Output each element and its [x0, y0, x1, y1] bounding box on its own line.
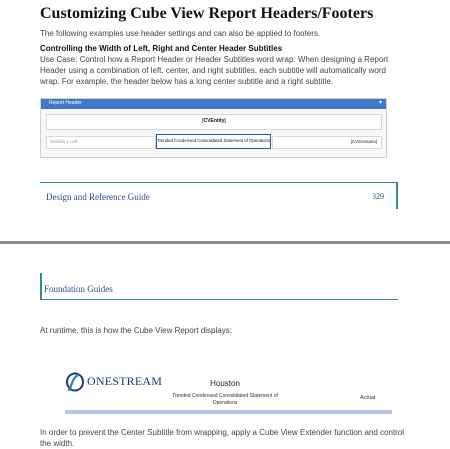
right-subtitle-field[interactable]	[272, 136, 382, 149]
header-title-field[interactable]	[46, 114, 382, 130]
footer-page-number: 329	[372, 192, 384, 201]
header-divider	[40, 299, 398, 300]
right-subtitle-value: |CVScenario|	[350, 139, 377, 144]
section-heading: Controlling the Width of Left, Right and Center Header Subtitles	[40, 44, 283, 53]
runtime-paragraph: At runtime, this is how the Cube View Report displays:	[40, 326, 232, 335]
center-subtitle-value: Trended Condensed Consolidated Statement of Operations	[157, 138, 271, 143]
report-header-rule	[65, 410, 392, 414]
logo-wordmark: ONESTREAM	[87, 374, 163, 388]
header-guide-title: Foundation Guides	[44, 284, 113, 294]
header-divider-vertical	[40, 273, 42, 300]
report-header-bar[interactable]	[41, 99, 386, 109]
footer-divider-vertical	[396, 182, 398, 209]
use-case-paragraph: Use Case: Control how a Report Header or Header Subtitles word wrap. When designing a Report Header using a combination of left, center, and right subtitles, each subtitle will automatically word wrap. For example, the header below has a long center subtitle and a right subtitle.	[40, 55, 389, 86]
report-right-subtitle: Actual	[360, 395, 376, 401]
header-title-value: |CVEntity|	[202, 118, 226, 124]
page-separator	[0, 241, 450, 244]
left-subtitle-placeholder: Subtitle 1 Left	[50, 139, 78, 144]
chevron-down-icon[interactable]: ▾	[378, 100, 382, 106]
intro-paragraph: The following examples use header settings and can also be applied to footers.	[40, 29, 321, 38]
center-subtitle-field[interactable]	[156, 134, 271, 149]
report-header-panel	[40, 98, 387, 158]
report-entity-title: Houston	[210, 379, 240, 388]
page-title: Customizing Cube View Report Headers/Footers	[40, 5, 374, 22]
onestream-swirl-icon	[65, 372, 85, 392]
footer-guide-title: Design and Reference Guide	[46, 192, 150, 202]
onestream-logo	[65, 372, 175, 392]
report-header-bar-label: Report Header	[49, 100, 82, 106]
bottom-paragraph: In order to prevent the Center Subtitle from wrapping, apply a Cube View Extender function and control the width.	[40, 428, 405, 448]
left-subtitle-field[interactable]	[46, 136, 156, 149]
report-center-subtitle: Trended Condensed Consolidated Statement of Operations	[172, 393, 278, 406]
footer-divider	[40, 182, 398, 183]
